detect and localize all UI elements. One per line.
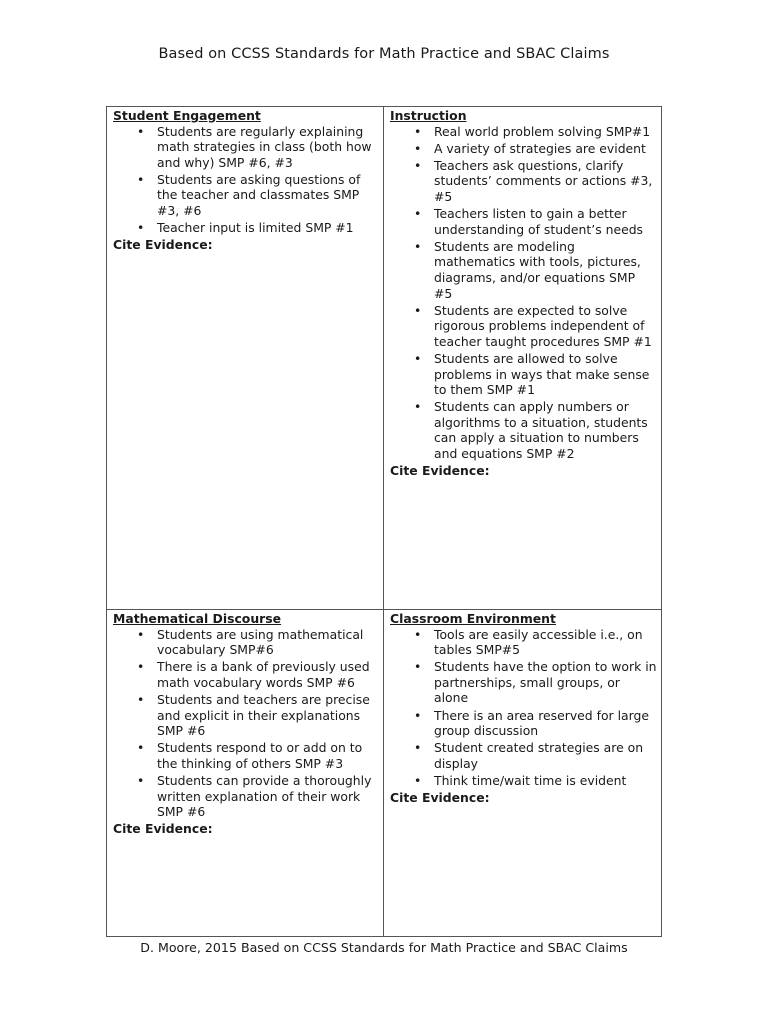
bullet-icon: •	[137, 740, 145, 756]
classroom-environment-cell	[384, 610, 661, 936]
observation-table	[106, 106, 662, 937]
student-engagement-cite-evidence: Cite Evidence:	[113, 237, 213, 253]
classroom-environment-heading: Classroom Environment	[390, 611, 556, 626]
bullet-icon: •	[137, 691, 145, 707]
list-item-text: Students respond to or add on to the thinking of others SMP #3	[157, 740, 363, 771]
list-item-text: Students and teachers are precise and explicit in their explanations SMP #6	[157, 691, 370, 739]
list-item-text: A variety of strategies are evident	[434, 140, 646, 156]
bullet-icon: •	[414, 626, 422, 642]
list-item	[390, 659, 657, 706]
bullet-icon: •	[414, 238, 422, 254]
list-item-text: Students are allowed to solve problems in ways that make sense to them SMP #1	[434, 350, 650, 398]
classroom-environment-cite-evidence: Cite Evidence:	[390, 790, 490, 806]
bullet-icon: •	[414, 350, 422, 366]
bullet-icon: •	[137, 171, 145, 187]
bullet-icon: •	[414, 659, 422, 675]
list-item-text: Teachers listen to gain a better understanding of student’s needs	[434, 206, 644, 237]
instruction-list	[390, 124, 657, 462]
list-item-text: Student created strategies are on display	[434, 740, 644, 771]
instruction-cell	[384, 107, 661, 610]
bullet-icon: •	[137, 772, 145, 788]
list-item	[113, 740, 379, 771]
mathematical-discourse-cite-evidence: Cite Evidence:	[113, 821, 213, 837]
list-item	[390, 773, 657, 789]
classroom-environment-list	[390, 627, 657, 789]
list-item-text: There is a bank of previously used math vocabulary words SMP #6	[157, 659, 370, 690]
list-item	[113, 659, 379, 690]
bullet-icon: •	[137, 626, 145, 642]
bullet-icon: •	[137, 659, 145, 675]
list-item-text: Students can provide a thoroughly written explanation of their work SMP #6	[157, 772, 372, 820]
list-item-text: Teacher input is limited SMP #1	[157, 220, 354, 236]
bullet-icon: •	[414, 157, 422, 173]
list-item	[390, 627, 657, 658]
instruction-cite-evidence: Cite Evidence:	[390, 463, 490, 479]
mathematical-discourse-heading: Mathematical Discourse	[113, 611, 282, 626]
list-item-text: Students are using mathematical vocabulary SMP#6	[157, 626, 364, 658]
list-item	[390, 708, 657, 739]
list-item	[113, 773, 379, 820]
bullet-icon: •	[414, 707, 422, 723]
student-engagement-cell	[107, 107, 384, 610]
bullet-icon: •	[414, 740, 422, 756]
list-item	[390, 124, 657, 140]
instruction-heading: Instruction	[390, 108, 467, 123]
list-item-text: Students have the option to work in partnerships, small groups, or alone	[434, 659, 657, 706]
list-item	[390, 158, 657, 205]
list-item-text: Think time/wait time is evident	[434, 772, 627, 788]
list-item	[390, 351, 657, 398]
bullet-icon: •	[137, 123, 145, 139]
list-item-text: Students are expected to solve rigorous problems independent of teacher taught procedures SMP #1	[434, 302, 652, 349]
bullet-icon: •	[414, 206, 422, 222]
mathematical-discourse-cell	[107, 610, 384, 936]
mathematical-discourse-list	[113, 627, 379, 820]
list-item	[113, 220, 379, 236]
student-engagement-heading: Student Engagement	[113, 108, 261, 123]
list-item-text: Students are regularly explaining math strategies in class (both how and why) SMP #6, #3	[157, 123, 372, 170]
list-item-text: Real world problem solving SMP#1	[434, 123, 651, 139]
document-title: Based on CCSS Standards for Math Practice and SBAC Claims	[158, 46, 610, 62]
list-item	[113, 172, 379, 219]
bullet-icon: •	[414, 772, 422, 788]
list-item	[113, 124, 379, 171]
list-item-text: Students are asking questions of the teacher and classmates SMP #3, #6	[157, 171, 361, 219]
list-item-text: Students can apply numbers or algorithms to a situation, students can apply a situation to numbers and equations SMP #2	[434, 399, 648, 461]
list-item	[390, 740, 657, 771]
student-engagement-list	[113, 124, 379, 236]
list-item-text: Tools are easily accessible i.e., on tables SMP#5	[434, 626, 643, 658]
list-item	[390, 399, 657, 461]
list-item	[390, 239, 657, 301]
list-item-text: There is an area reserved for large group discussion	[434, 707, 649, 739]
bullet-icon: •	[414, 302, 422, 318]
bullet-icon: •	[414, 140, 422, 156]
list-item-text: Teachers ask questions, clarify students’ comments or actions #3, #5	[434, 157, 653, 204]
bullet-icon: •	[414, 399, 422, 415]
list-item	[113, 692, 379, 739]
document-footer: D. Moore, 2015 Based on CCSS Standards for Math Practice and SBAC Claims	[140, 940, 628, 955]
bullet-icon: •	[137, 220, 145, 236]
bullet-icon: •	[414, 123, 422, 139]
list-item	[113, 627, 379, 658]
list-item	[390, 141, 657, 157]
list-item-text: Students are modeling mathematics with tools, pictures, diagrams, and/or equations SMP #5	[434, 238, 641, 301]
list-item	[390, 303, 657, 350]
list-item	[390, 206, 657, 237]
